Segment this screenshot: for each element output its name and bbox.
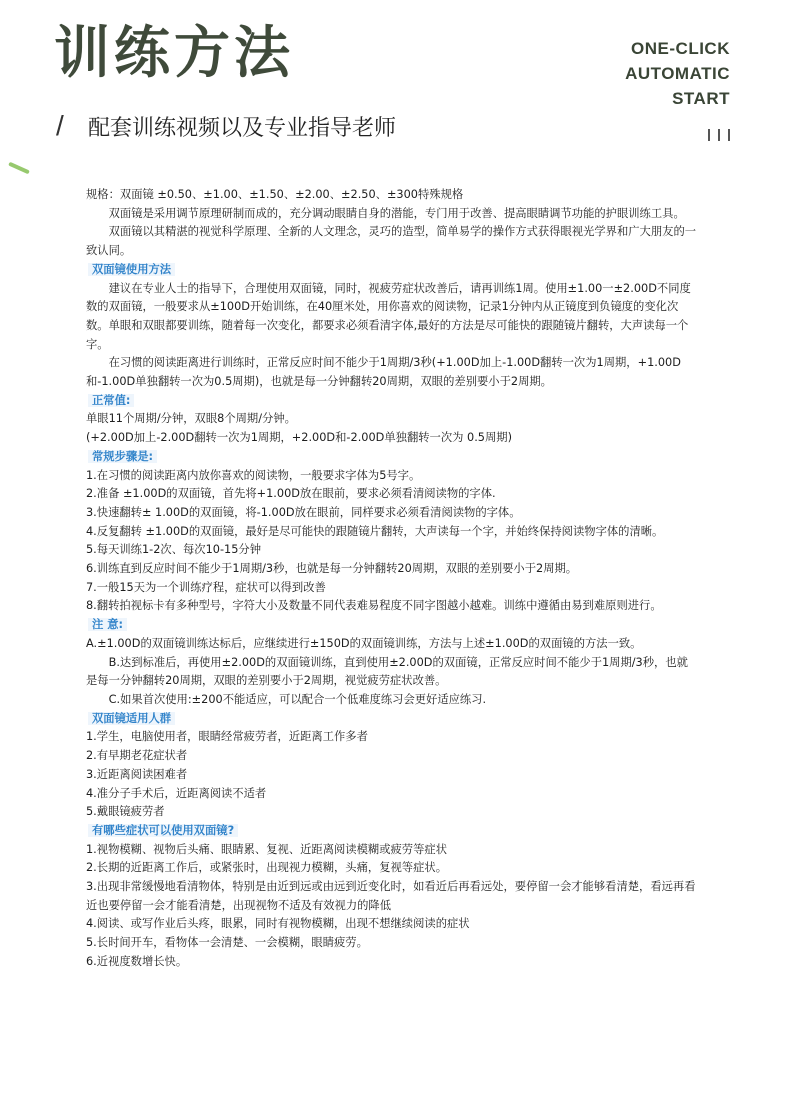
section-heading-suitable bbox=[86, 710, 698, 729]
step-item: 3.快速翻转± 1.00D的双面镜，将-1.00D放在眼前，同样要求必须看清阅读物的字体。 bbox=[86, 505, 521, 519]
suitable-item: 2.有早期老花症状者 bbox=[86, 749, 188, 763]
step-item: 8.翻转拍视标卡有多种型号，字符大小及数量不同代表难易程度不同字图越小越难。训练中遵循由易到难原则进行。 bbox=[86, 599, 662, 613]
step-item: 6.训练直到反应时间不能少于1周期/3秒，也就是每一分钟翻转20周期，双眼的差别要小于2周期。 bbox=[86, 562, 578, 576]
suitable-item: 1.学生，电脑使用者，眼睛经常疲劳者，近距离工作多者 bbox=[86, 730, 368, 744]
brand-tagline bbox=[625, 36, 730, 111]
symptom-item: 6.近视度数增长快。 bbox=[86, 954, 188, 968]
usage-paragraph: 在习惯的阅读距离进行训练时，正常反应时间不能少于1周期/3秒(+1.00D加上-1.00D翻转一次为1周期，+1.00D和-1.00D单独翻转一次为0.5周期)，也就是每一分钟翻转20周期，双眼的差别要小于2周期。 bbox=[86, 356, 681, 389]
spec-line: 规格：双面镜 ±0.50、±1.00、±1.50、±2.00、±2.50、±300特殊规格 bbox=[86, 188, 464, 201]
symptom-item: 3.出现非常缓慢地看清物体，特别是由近到远或由远到近变化时，如看近后再看远处，要停留一会才能够看清楚，看远再看近也要停留一会才能看清楚，出现视物不适及有效视力的降低 bbox=[86, 880, 696, 912]
section-heading-text: 注 意: bbox=[88, 618, 127, 631]
step-item: 7.一般15天为一个训练疗程，症状可以得到改善 bbox=[86, 580, 326, 594]
symptom-item: 2.长期的近距离工作后，或紧张时，出现视力模糊，头痛，复视等症状。 bbox=[86, 861, 447, 875]
document-body bbox=[86, 186, 698, 972]
brand-line: ONE-CLICK bbox=[631, 39, 730, 58]
section-heading-text: 双面镜使用方法 bbox=[88, 263, 175, 276]
section-heading-symptoms bbox=[86, 822, 698, 841]
usage-paragraph: 建议在专业人士的指导下，合理使用双面镜，同时，视疲劳症状改善后，请再训练1周。使用±1.00一±2.00D不同度数的双面镜，一般要求从±100D开始训练，在40厘米处，用你喜欢的阅读物，记录1分钟内从正镜度到负镜度的变化次数。单眼和双眼都要训练，随着每一次变化，都要求必须看清字体,最好的方法是尽可能快的跟随镜片翻转，大声读每一个字。 bbox=[86, 281, 691, 351]
step-item: 5.每天训练1-2次、每次10-15分钟 bbox=[86, 543, 262, 557]
symptom-item: 4.阅读、或写作业后头疼，眼累，同时有视物模糊，出现不想继续阅读的症状 bbox=[86, 917, 470, 931]
suitable-item: 3.近距离阅读困难者 bbox=[86, 767, 188, 781]
section-heading-text: 双面镜适用人群 bbox=[88, 712, 175, 725]
note-item: A.±1.00D的双面镜训练达标后，应继续进行±150D的双面镜训练，方法与上述±1.00D的双面镜的方法一致。 bbox=[86, 636, 642, 650]
brand-line: START bbox=[672, 89, 730, 108]
section-heading-usage bbox=[86, 261, 698, 280]
step-item: 4.反复翻转 ±1.00D的双面镜，最好是尽可能快的跟随镜片翻转，大声读每一个字，并始终保持阅读物字体的清晰。 bbox=[86, 524, 664, 538]
subtitle: 配套训练视频以及专业指导老师 bbox=[88, 116, 397, 141]
note-item: C.如果首次使用:±200不能适应，可以配合一个低难度练习会更好适应练习. bbox=[108, 692, 487, 706]
intro-paragraph: 双面镜以其精湛的视觉科学原理、全新的人文理念，灵巧的造型，简单易学的操作方式获得眼视光学界和广大朋友的一致认同。 bbox=[86, 225, 697, 258]
normal-line: 单眼11个周期/分钟，双眼8个周期/分钟。 bbox=[86, 412, 296, 426]
page-title: 训练方法 bbox=[54, 21, 294, 86]
normal-line: (+2.00D加上-2.00D翻转一次为1周期，+2.00D和-2.00D单独翻转一次为 0.5周期) bbox=[86, 431, 512, 445]
step-item: 1.在习惯的阅读距离内放你喜欢的阅读物，一般要求字体为5号字。 bbox=[86, 468, 421, 482]
section-heading-text: 常规步骤是: bbox=[88, 450, 157, 463]
note-item: B.达到标准后，再使用±2.00D的双面镜训练，直到使用±2.00D的双面镜，正常反应时间不能少于1周期/3秒，也就是每一分钟翻转20周期，双眼的差别要小于2周期，视觉疲劳症状改善。 bbox=[86, 655, 688, 688]
section-heading-steps bbox=[86, 448, 698, 467]
step-item: 2.准备 ±1.00D的双面镜，首先将+1.00D放在眼前，要求必须看清阅读物的字体. bbox=[86, 487, 496, 501]
intro-paragraph: 双面镜是采用调节原理研制而成的，充分调动眼睛自身的潜能，专门用于改善、提高眼睛调节功能的护眼训练工具。 bbox=[108, 206, 685, 220]
tick-marks bbox=[708, 129, 730, 141]
section-heading-normal bbox=[86, 392, 698, 411]
suitable-item: 5.戴眼镜疲劳者 bbox=[86, 805, 165, 819]
symptom-item: 5.长时间开车，看物体一会清楚、一会模糊，眼睛疲劳。 bbox=[86, 936, 368, 950]
slash-divider: / bbox=[56, 110, 64, 141]
section-heading-notes bbox=[86, 616, 698, 635]
section-heading-text: 有哪些症状可以使用双面镜? bbox=[88, 824, 238, 837]
suitable-item: 4.准分子手术后，近距离阅读不适者 bbox=[86, 786, 267, 800]
symptom-item: 1.视物模糊、视物后头痛、眼睛累、复视、近距离阅读模糊或疲劳等症状 bbox=[86, 842, 447, 856]
brand-line: AUTOMATIC bbox=[625, 64, 730, 83]
section-heading-text: 正常值: bbox=[88, 394, 134, 407]
decorative-mark bbox=[8, 162, 30, 175]
